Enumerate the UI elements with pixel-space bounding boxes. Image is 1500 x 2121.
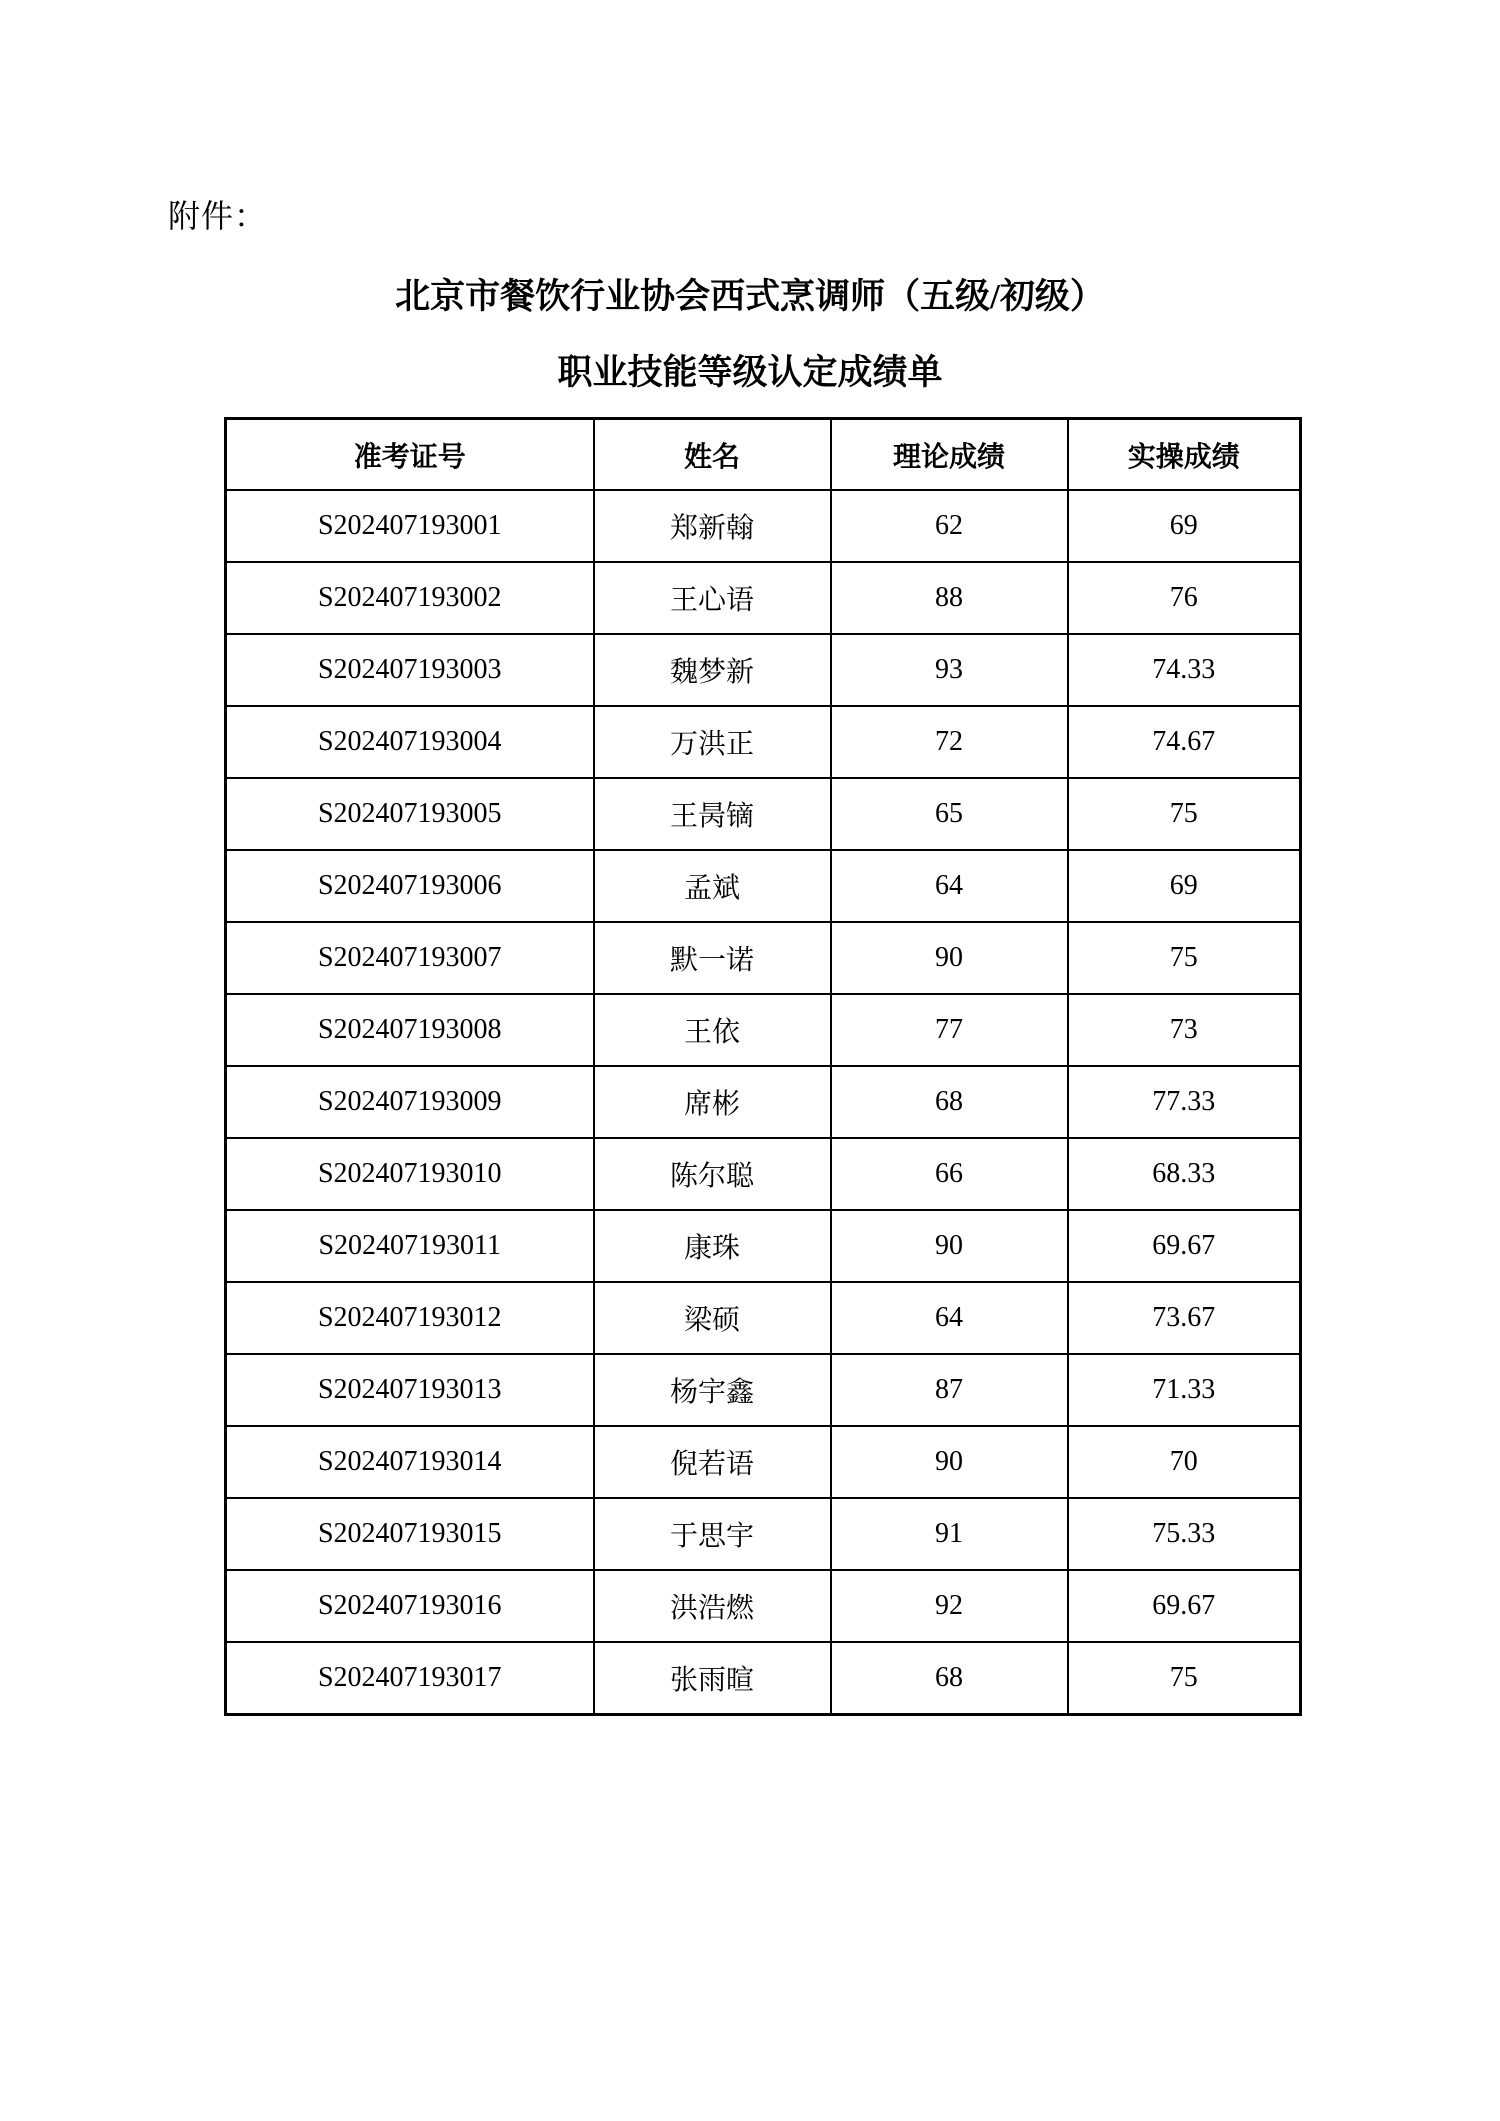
- name-cell: 王心语: [594, 562, 831, 634]
- exam-id-column-header: 准考证号: [226, 419, 594, 491]
- theory-score-cell: 87: [831, 1354, 1068, 1426]
- practical-score-column-header: 实操成绩: [1068, 419, 1301, 491]
- name-cell: 郑新翰: [594, 490, 831, 562]
- practical-score-cell: 75.33: [1068, 1498, 1301, 1570]
- name-cell: 王昺镝: [594, 778, 831, 850]
- practical-score-cell: 75: [1068, 778, 1301, 850]
- theory-score-cell: 91: [831, 1498, 1068, 1570]
- name-cell: 张雨暄: [594, 1642, 831, 1715]
- exam-id-cell: S202407193003: [226, 634, 594, 706]
- table-row: [226, 1210, 1301, 1282]
- name-cell: 席彬: [594, 1066, 831, 1138]
- table-row: [226, 634, 1301, 706]
- theory-score-cell: 90: [831, 922, 1068, 994]
- table-row: [226, 1066, 1301, 1138]
- theory-score-cell: 66: [831, 1138, 1068, 1210]
- practical-score-cell: 74.33: [1068, 634, 1301, 706]
- table-row: [226, 1138, 1301, 1210]
- table-row: [226, 1426, 1301, 1498]
- practical-score-cell: 69.67: [1068, 1570, 1301, 1642]
- name-cell: 倪若语: [594, 1426, 831, 1498]
- exam-id-cell: S202407193009: [226, 1066, 594, 1138]
- theory-score-cell: 64: [831, 850, 1068, 922]
- theory-score-cell: 68: [831, 1642, 1068, 1715]
- theory-score-cell: 90: [831, 1210, 1068, 1282]
- exam-id-cell: S202407193007: [226, 922, 594, 994]
- exam-id-cell: S202407193010: [226, 1138, 594, 1210]
- name-cell: 孟斌: [594, 850, 831, 922]
- attachment-label: 附件：: [168, 198, 268, 234]
- practical-score-cell: 69: [1068, 850, 1301, 922]
- practical-score-cell: 69: [1068, 490, 1301, 562]
- practical-score-cell: 77.33: [1068, 1066, 1301, 1138]
- exam-id-cell: S202407193014: [226, 1426, 594, 1498]
- table-row: [226, 562, 1301, 634]
- exam-id-cell: S202407193012: [226, 1282, 594, 1354]
- score-table-body: [226, 490, 1301, 1715]
- theory-score-column-header: 理论成绩: [831, 419, 1068, 491]
- name-cell: 洪浩燃: [594, 1570, 831, 1642]
- practical-score-cell: 75: [1068, 1642, 1301, 1715]
- exam-id-cell: S202407193008: [226, 994, 594, 1066]
- practical-score-cell: 76: [1068, 562, 1301, 634]
- table-row: [226, 922, 1301, 994]
- practical-score-cell: 69.67: [1068, 1210, 1301, 1282]
- theory-score-cell: 88: [831, 562, 1068, 634]
- theory-score-cell: 77: [831, 994, 1068, 1066]
- table-row: [226, 1642, 1301, 1715]
- theory-score-cell: 64: [831, 1282, 1068, 1354]
- table-row: [226, 850, 1301, 922]
- exam-id-cell: S202407193004: [226, 706, 594, 778]
- name-cell: 康珠: [594, 1210, 831, 1282]
- exam-id-cell: S202407193005: [226, 778, 594, 850]
- page-subtitle: 职业技能等级认定成绩单: [557, 353, 943, 392]
- practical-score-cell: 71.33: [1068, 1354, 1301, 1426]
- score-table: [224, 417, 1302, 1716]
- name-column-header: 姓名: [594, 419, 831, 491]
- theory-score-cell: 62: [831, 490, 1068, 562]
- exam-id-cell: S202407193006: [226, 850, 594, 922]
- practical-score-cell: 68.33: [1068, 1138, 1301, 1210]
- header-row: [226, 419, 1301, 491]
- name-cell: 梁硕: [594, 1282, 831, 1354]
- table-row: [226, 1354, 1301, 1426]
- theory-score-cell: 90: [831, 1426, 1068, 1498]
- table-row: [226, 778, 1301, 850]
- table-row: [226, 1570, 1301, 1642]
- table-row: [226, 994, 1301, 1066]
- theory-score-cell: 72: [831, 706, 1068, 778]
- table-row: [226, 1282, 1301, 1354]
- name-cell: 魏梦新: [594, 634, 831, 706]
- name-cell: 默一诺: [594, 922, 831, 994]
- practical-score-cell: 74.67: [1068, 706, 1301, 778]
- table-row: [226, 706, 1301, 778]
- score-table-header: [226, 419, 1301, 491]
- name-cell: 于思宇: [594, 1498, 831, 1570]
- practical-score-cell: 73.67: [1068, 1282, 1301, 1354]
- exam-id-cell: S202407193016: [226, 1570, 594, 1642]
- table-row: [226, 1498, 1301, 1570]
- practical-score-cell: 75: [1068, 922, 1301, 994]
- practical-score-cell: 70: [1068, 1426, 1301, 1498]
- page-title: 北京市餐饮行业协会西式烹调师（五级/初级）: [395, 277, 1105, 316]
- name-cell: 王依: [594, 994, 831, 1066]
- exam-id-cell: S202407193001: [226, 490, 594, 562]
- name-cell: 万洪正: [594, 706, 831, 778]
- theory-score-cell: 68: [831, 1066, 1068, 1138]
- exam-id-cell: S202407193002: [226, 562, 594, 634]
- exam-id-cell: S202407193017: [226, 1642, 594, 1715]
- exam-id-cell: S202407193013: [226, 1354, 594, 1426]
- name-cell: 杨宇鑫: [594, 1354, 831, 1426]
- table-row: [226, 490, 1301, 562]
- practical-score-cell: 73: [1068, 994, 1301, 1066]
- theory-score-cell: 93: [831, 634, 1068, 706]
- exam-id-cell: S202407193011: [226, 1210, 594, 1282]
- exam-id-cell: S202407193015: [226, 1498, 594, 1570]
- theory-score-cell: 92: [831, 1570, 1068, 1642]
- theory-score-cell: 65: [831, 778, 1068, 850]
- name-cell: 陈尔聪: [594, 1138, 831, 1210]
